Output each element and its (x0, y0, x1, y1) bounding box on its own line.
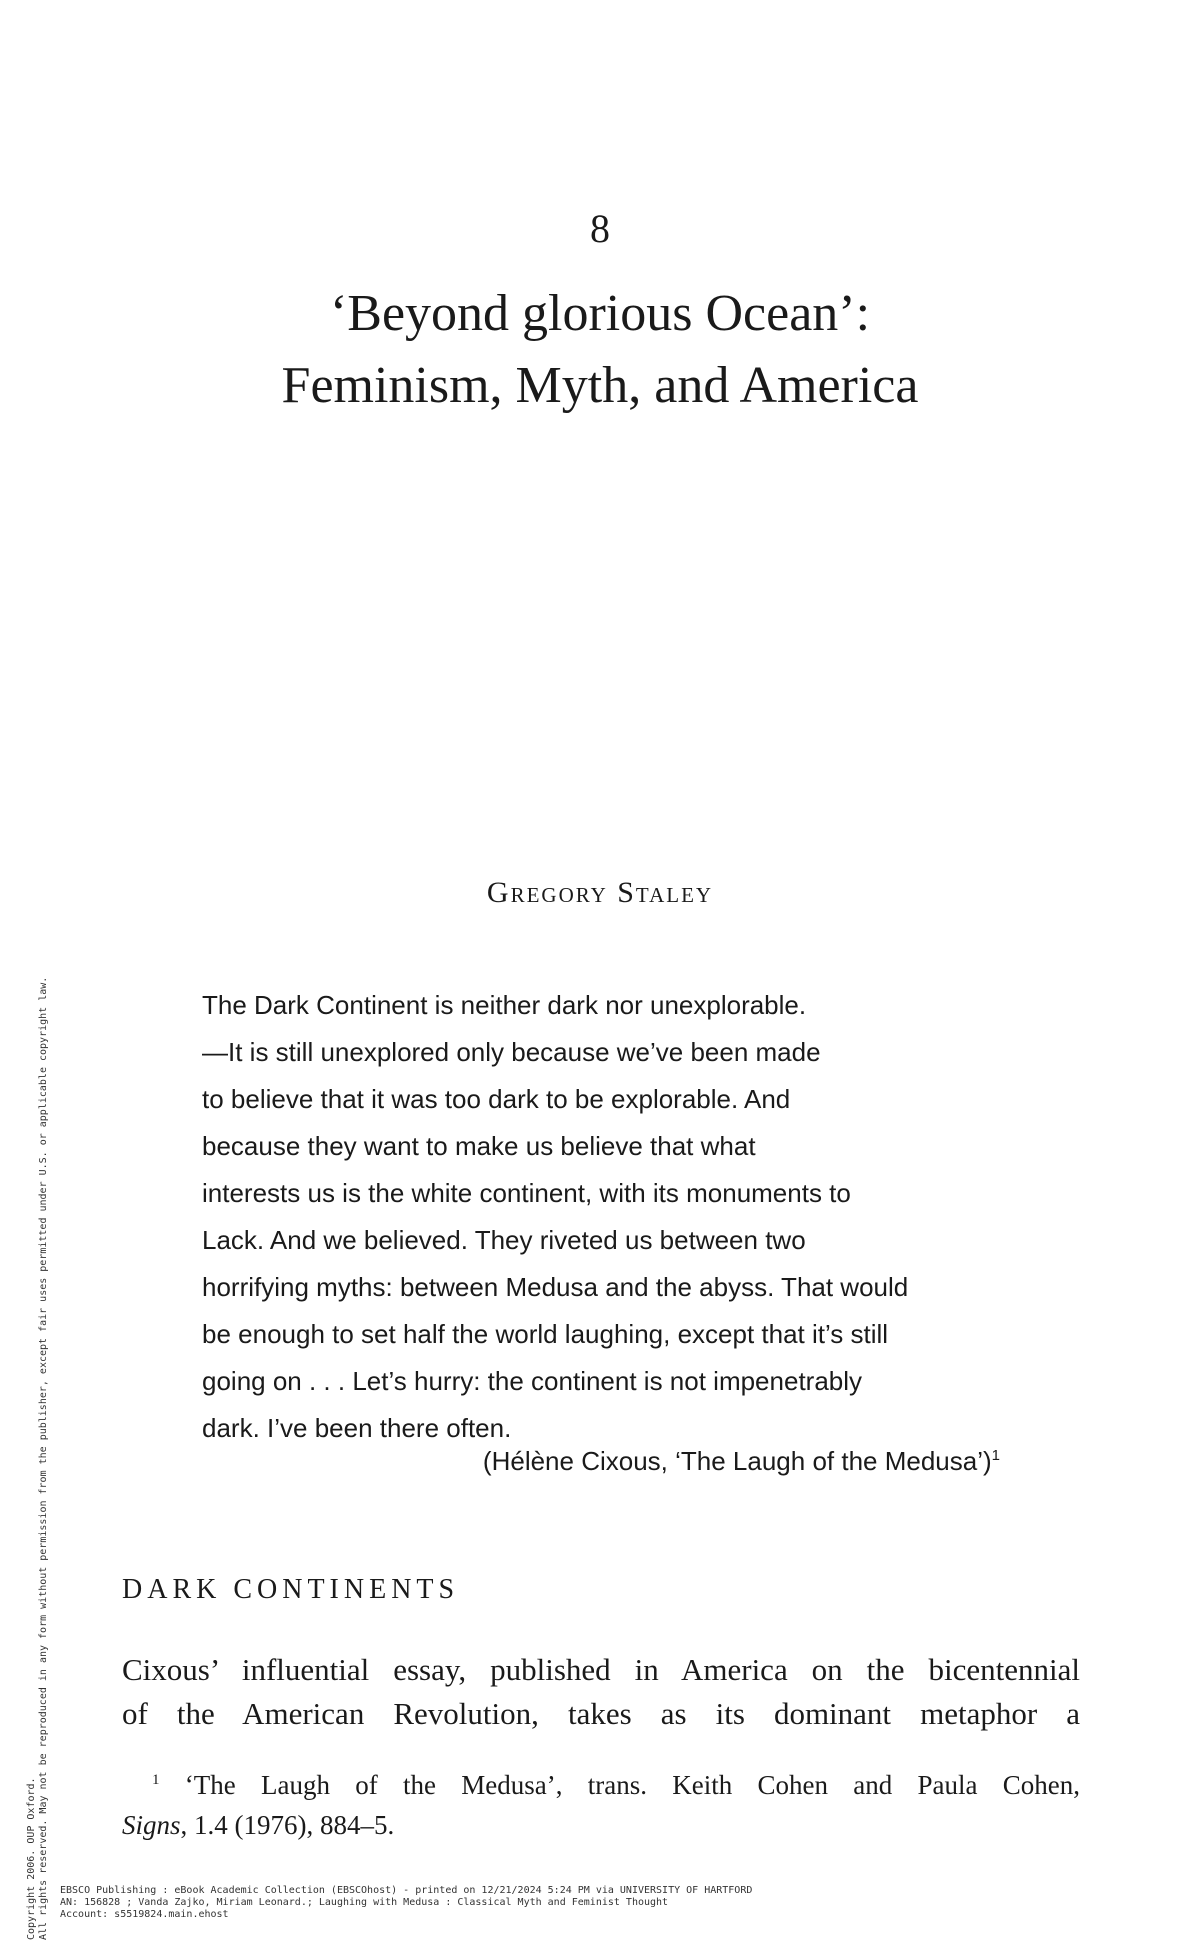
footnote-journal: Signs (122, 1810, 181, 1840)
chapter-number: 8 (590, 206, 610, 251)
footnote-line-1 (122, 1760, 1080, 1805)
watermark-line: Account: s5519824.main.ehost (60, 1909, 229, 1920)
epigraph-line: dark. I’ve been there often. (202, 1413, 512, 1443)
watermark-line: AN: 156828 ; Vanda Zajko, Miriam Leonard.; Laughing with Medusa : Classical Myth and Feminist Thought (60, 1897, 669, 1908)
chapter-title (0, 278, 1200, 422)
epigraph-line: going on . . . Let’s hurry: the continent is not impenetrably (202, 1366, 863, 1396)
chapter-author: Gregory Staley (486, 876, 714, 909)
watermark-line: EBSCO Publishing : eBook Academic Collection (EBSCOhost) - printed on 12/21/2024 5:24 PM via UNIVERSITY OF HARTFORD (60, 1885, 753, 1896)
epigraph-line: The Dark Continent is neither dark nor unexplorable. (202, 990, 807, 1020)
body-line: Cixous’ influential essay, published in America on the bicentennial (122, 1652, 1080, 1687)
footnote-marker: 1 (152, 1772, 160, 1788)
epigraph-line: be enough to set half the world laughing, except that it’s still (202, 1319, 889, 1349)
footnote-reference[interactable]: 1 (991, 1447, 1000, 1464)
body-paragraph (122, 1648, 1080, 1736)
epigraph-line: —It is still unexplored only because we’ve been made (202, 1037, 821, 1067)
copyright-line: Copyright 2006. OUP Oxford. (26, 1777, 37, 1940)
footnote-line-2 (122, 1810, 394, 1840)
chapter-title-line-2: Feminism, Myth, and America (281, 357, 919, 414)
footnote-text: ‘The Laugh of the Medusa’, trans. Keith Cohen and Paula Cohen, (184, 1770, 1080, 1800)
side-copyright-notice (26, 480, 50, 1940)
copyright-line: All rights reserved. May not be reproduced in any form without permission from the publisher, except fair uses permitted under U.S. or applicable copyright law. (38, 976, 49, 1940)
footnote-citation: , 1.4 (1976), 884–5. (180, 1810, 395, 1840)
footnote (122, 1760, 1080, 1845)
epigraph-line: horrifying myths: between Medusa and the abyss. That would (202, 1272, 909, 1302)
body-line: of the American Revolution, takes as its dominant metaphor a (122, 1696, 1080, 1731)
section-heading: DARK CONTINENTS (122, 1574, 460, 1605)
epigraph-line: interests us is the white continent, with its monuments to (202, 1178, 851, 1208)
chapter-title-line-1: ‘Beyond glorious Ocean’: (329, 285, 871, 342)
epigraph-line: to believe that it was too dark to be explorable. And (202, 1084, 791, 1114)
attribution-text: (Hélène Cixous, ‘The Laugh of the Medusa’) (482, 1446, 992, 1476)
ebsco-watermark (60, 1885, 1120, 1921)
epigraph-line: Lack. And we believed. They riveted us between two (202, 1225, 806, 1255)
epigraph (202, 982, 1022, 1452)
epigraph-line: because they want to make us believe that what (202, 1131, 756, 1161)
epigraph-attribution (0, 1446, 1000, 1477)
